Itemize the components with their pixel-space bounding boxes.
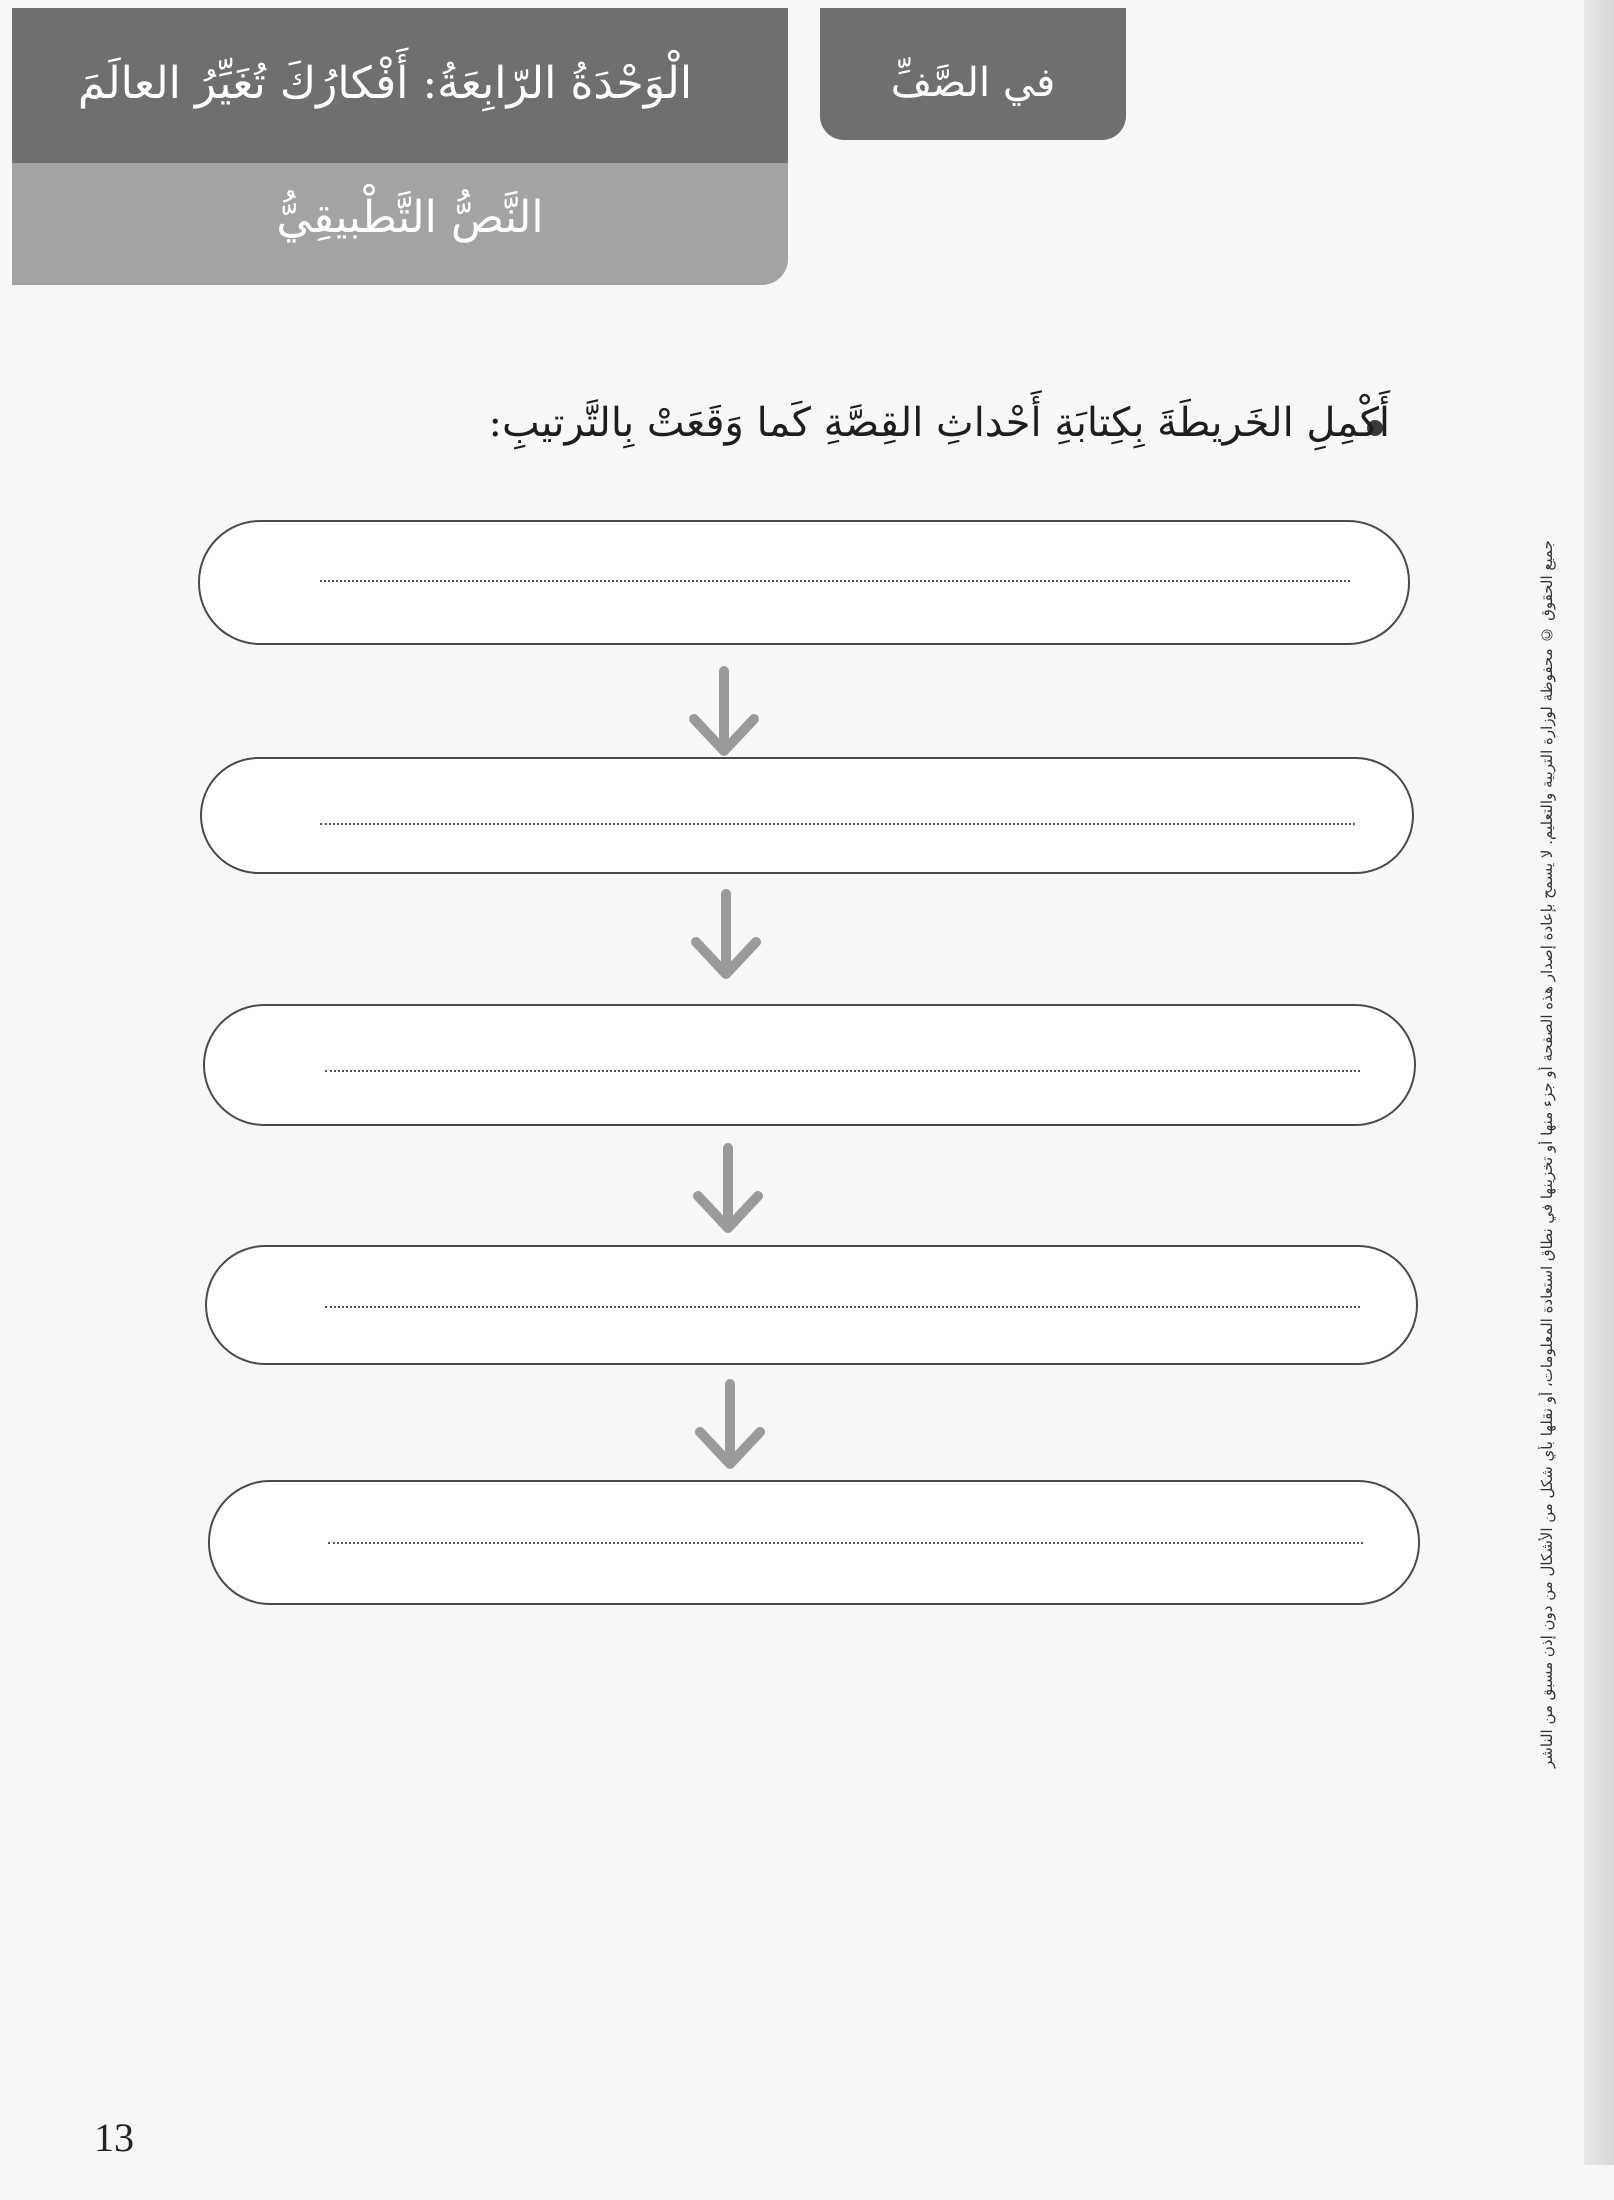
event-answer-line-5[interactable]	[328, 1542, 1363, 1544]
down-arrow-icon	[684, 665, 764, 765]
event-answer-line-1[interactable]	[320, 580, 1350, 582]
page-edge-shadow	[1584, 0, 1614, 2165]
event-answer-line-4[interactable]	[325, 1306, 1360, 1308]
down-arrow-icon	[690, 1378, 770, 1478]
unit-title: الْوَحْدَةُ الرّابِعَةُ: أَفْكارُكَ تُغَيِّرُ العالَمَ	[77, 58, 693, 109]
copyright-notice: جميع الحقوق © محفوظة لوزارة التربية والتعليم. لا يسمح بإعادة إصدار هذه الصفحة أو جزء منها أو تخزينها في نطاق استعادة المعلومات، أو نقلها بأي شكل من الأشكال من دون إذن مسبق من الناشر	[1538, 540, 1556, 1768]
event-answer-line-2[interactable]	[320, 823, 1355, 825]
event-box-4	[205, 1245, 1418, 1365]
event-answer-line-3[interactable]	[325, 1070, 1360, 1072]
event-box-1	[198, 520, 1410, 645]
section-subtitle: النَّصُّ التَّطْبيقِيُّ	[276, 192, 544, 243]
page-number: 13	[94, 2115, 134, 2160]
instruction-text: أَكْمِلِ الخَريطَةَ بِكِتابَةِ أَحْداثِ القِصَّةِ كَما وَقَعَتْ بِالتَّرتيبِ:	[488, 400, 1390, 446]
down-arrow-icon	[688, 1142, 768, 1242]
down-arrow-icon	[686, 888, 766, 988]
event-box-3	[203, 1004, 1416, 1126]
event-box-2	[200, 757, 1414, 874]
class-tab-label: في الصَّفِّ	[890, 60, 1056, 106]
